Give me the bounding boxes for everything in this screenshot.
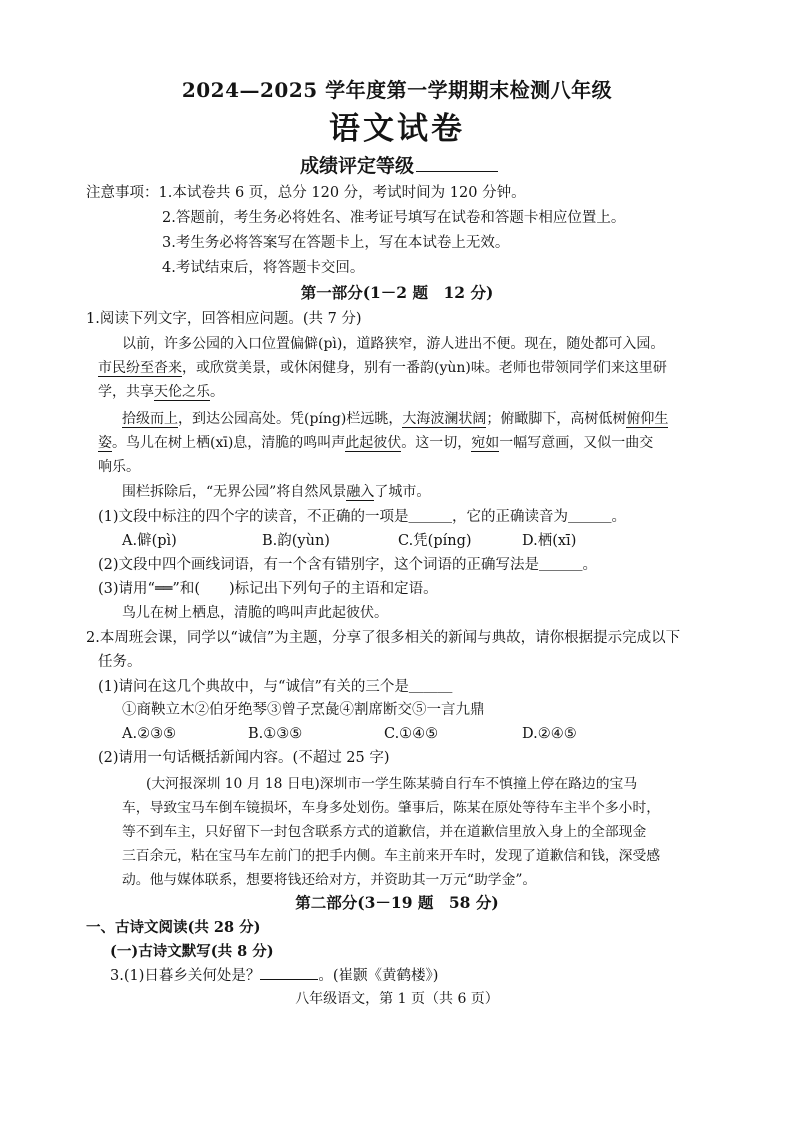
notes-label: 注意事项：: [86, 185, 159, 201]
option-c[interactable]: C.①④⑤: [384, 726, 439, 742]
note-item: 4.考试结束后，将答题卡交回。: [162, 260, 365, 276]
q2-sub1: (1)请问在这几个典故中，与“诚信”有关的三个是＿＿＿: [98, 679, 453, 695]
passage-text: 围栏拆除后，“无界公园”将自然风景: [122, 484, 347, 500]
notes-line-1: [86, 183, 526, 203]
passage-text: 。鸟儿在树上栖(xī)息，清脆的鸣叫声: [112, 435, 346, 451]
q3-answer-blank[interactable]: [260, 966, 318, 980]
passage-text: 了城市。: [374, 484, 431, 500]
q3-text: 3.(1)日暮乡关何处是？: [110, 968, 261, 984]
part1-heading: 第一部分(1－2 题 12 分): [300, 283, 494, 302]
passage-text: 一幅写意画，又似一曲交: [499, 435, 654, 451]
passage-text: 。这一切，: [401, 435, 472, 451]
news-line: 车，导致宝马车倒车镜损坏，车身多处划伤。肇事后，陈某在原处等待车主半个多小时，: [122, 800, 661, 816]
passage-line: [98, 433, 653, 453]
option-a[interactable]: A.②③⑤: [122, 726, 177, 742]
subsection-heading: (一)古诗文默写(共 8 分): [110, 943, 274, 960]
grade-label: 成绩评定等级: [300, 155, 415, 177]
news-line: 等不到车主，只好留下一封包含联系方式的道歉信，并在道歉信里放入身上的全部现金: [122, 824, 647, 840]
option-c[interactable]: C.凭(píng): [398, 533, 472, 549]
q2-sub1-list: ①商鞅立木②伯牙绝琴③曾子烹彘④割席断交⑤一言九鼎: [122, 702, 485, 718]
passage-line: [98, 382, 224, 402]
q1-sub3: (3)请用“══”和( )标记出下列句子的主语和定语。: [98, 581, 438, 597]
passage-line: 响乐。: [98, 459, 140, 475]
passage-line: [98, 358, 667, 378]
q1-sub2: (2)文段中四个画线词语，有一个含有错别字，这个词语的正确写法是＿＿＿。: [98, 557, 598, 573]
q2-stem: 2.本周班会课，同学以“诚信”为主题，分享了很多相关的新闻与典故，请你根据提示完成以下: [86, 630, 681, 646]
passage-text: 学，共享: [98, 384, 154, 400]
grade-line: [300, 151, 498, 178]
passage-text: ；俯瞰脚下，高树低树: [486, 411, 627, 427]
note-item: 1.本试卷共 6 页，总分 120 分，考试时间为 120 分钟。: [158, 185, 526, 201]
q3-line: [110, 966, 438, 986]
option-d[interactable]: D.②④⑤: [522, 726, 577, 742]
underlined-word: 此起彼伏: [345, 435, 402, 451]
note-item: 2.答题前，考生务必将姓名、准考证号填写在试卷和答题卡相应位置上。: [162, 210, 626, 226]
news-line: 三百余元，粘在宝马车左前门的把手内侧。车主前来开车时，发现了道歉信和钱，深受感: [122, 848, 661, 864]
passage-line: [122, 409, 668, 429]
underlined-word: 大海波澜状阔: [402, 411, 487, 427]
underlined-word: 融入: [346, 484, 375, 500]
subject-title: 语文试卷: [329, 111, 465, 147]
underlined-word: 姿: [98, 435, 112, 451]
passage-text: 。: [210, 384, 224, 400]
underlined-word: 俯仰生: [626, 411, 669, 427]
option-a[interactable]: A.僻(pì): [122, 533, 177, 549]
underlined-word: 天伦之乐: [154, 384, 210, 400]
passage-text: ，到达公园高处。凭(píng)栏远眺，: [178, 411, 403, 427]
section-heading: 一、古诗文阅读(共 28 分): [86, 919, 261, 936]
passage-text: ，或欣赏美景，或休闲健身，别有一番韵(yùn)味。老师也带领同学们来这里研: [182, 360, 667, 376]
option-d[interactable]: D.栖(xī): [522, 533, 577, 549]
q2-stem-cont: 任务。: [98, 654, 142, 670]
passage-line: [122, 482, 430, 502]
q1-sub3-sentence: 鸟儿在树上栖息，清脆的鸣叫声此起彼伏。: [122, 605, 388, 621]
grade-blank[interactable]: [416, 155, 498, 172]
news-line: 动。他与媒体联系，想要将钱还给对方，并资助其一万元“助学金”。: [122, 872, 537, 888]
q1-stem: 1.阅读下列文字，回答相应问题。(共 7 分): [86, 311, 362, 327]
q3-source: 。(崔颢《黄鹤楼》): [318, 968, 439, 984]
page-footer: 八年级语文，第 1 页（共 6 页）: [295, 991, 499, 1007]
underlined-word: 宛如: [471, 435, 500, 451]
exam-title: 2024—2025 学年度第一学期期末检测八年级: [181, 78, 613, 102]
q1-sub1: (1)文段中标注的四个字的读音，不正确的一项是＿＿＿，它的正确读音为＿＿＿。: [98, 509, 627, 525]
option-b[interactable]: B.①③⑤: [248, 726, 303, 742]
option-b[interactable]: B.韵(yùn): [262, 533, 330, 549]
underlined-word: 市民纷至沓来: [98, 360, 182, 376]
news-line: (大河报深圳 10 月 18 日电)深圳市一学生陈某骑自行车不慎撞上停在路边的宝马: [146, 776, 638, 792]
note-item: 3.考生务必将答案写在答题卡上，写在本试卷上无效。: [162, 235, 510, 251]
part2-heading: 第二部分(3－19 题 58 分): [295, 893, 499, 912]
passage-line: 以前，许多公园的入口位置偏僻(pì)，道路狭窄，游人进出不便。现在，随处都可入园。: [122, 336, 665, 352]
underlined-word: 拾级而上: [122, 411, 178, 427]
q2-sub2: (2)请用一句话概括新闻内容。(不超过 25 字): [98, 750, 390, 766]
